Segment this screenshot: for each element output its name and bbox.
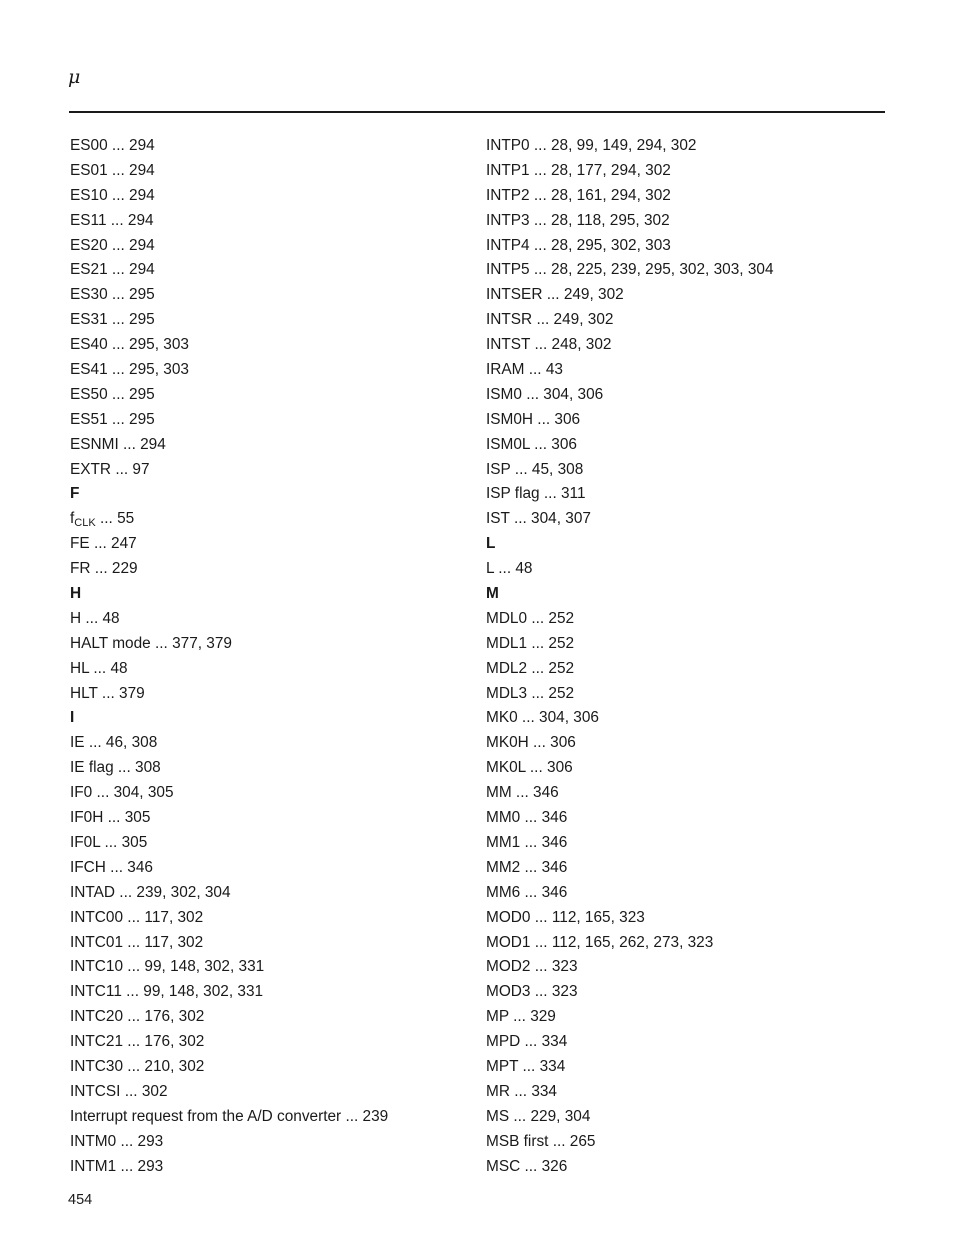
index-entry: [486, 458, 886, 483]
index-entry-text: INTCSI ... 302: [70, 1082, 168, 1100]
index-entry: [486, 184, 886, 209]
index-entry: [486, 333, 886, 358]
index-entry: [486, 906, 886, 931]
index-entry: [486, 1080, 886, 1105]
index-entry-text: IRAM ... 43: [486, 361, 563, 379]
index-entry: [486, 881, 886, 906]
index-entry-subscript: CLK: [74, 517, 96, 530]
index-entry: [70, 1080, 470, 1105]
index-entry-text: MS ... 229, 304: [486, 1107, 591, 1125]
index-entry: [70, 209, 470, 234]
index-entry-text: INTC11 ... 99, 148, 302, 331: [70, 983, 264, 1001]
index-entry-text: IF0H ... 305: [70, 809, 151, 827]
index-entry: [70, 831, 470, 856]
index-entry-text: INTM1 ... 293: [70, 1157, 164, 1175]
index-entry: [70, 234, 470, 259]
index-entry: [70, 458, 470, 483]
index-entry: [70, 632, 470, 657]
index-entry: [486, 433, 886, 458]
index-entry-text: ES41 ... 295, 303: [70, 361, 189, 379]
index-entry-text: INTC20 ... 176, 302: [70, 1008, 205, 1026]
index-entry-text: FR ... 229: [70, 560, 138, 578]
index-entry: [486, 134, 886, 159]
index-entry: [486, 706, 886, 731]
index-entry: [70, 134, 470, 159]
index-entry-text: ES00 ... 294: [70, 137, 155, 154]
index-entry-text: ISP flag ... 311: [486, 485, 586, 503]
index-entry: [486, 731, 886, 756]
header-rule: [69, 111, 885, 113]
index-entry-text: L ... 48: [486, 560, 533, 578]
index-entry-text: INTST ... 248, 302: [486, 336, 612, 354]
index-entry-text: ES11 ... 294: [70, 211, 154, 229]
page-number: 454: [68, 1192, 93, 1208]
index-entry-text: MDL3 ... 252: [486, 684, 575, 702]
index-entry-text: I: [70, 709, 75, 727]
index-entry-text: INTM0 ... 293: [70, 1132, 164, 1150]
index-entry: [70, 980, 470, 1005]
index-entry-text: INTP4 ... 28, 295, 302, 303: [486, 236, 671, 254]
index-entry-text: M: [486, 585, 499, 603]
index-entry-text: MM2 ... 346: [486, 858, 568, 876]
index-entry-text: IE ... 46, 308: [70, 734, 158, 752]
index-entry: [486, 1030, 886, 1055]
index-entry: [70, 731, 470, 756]
index-letter-heading: [486, 532, 886, 557]
index-entry: [70, 507, 470, 532]
index-entry: [486, 657, 886, 682]
index-entry: [486, 980, 886, 1005]
index-entry-text: IST ... 304, 307: [486, 510, 591, 528]
index-entry-text: MM1 ... 346: [486, 833, 568, 851]
index-entry-text: IFCH ... 346: [70, 858, 153, 876]
index-entry: [486, 557, 886, 582]
index-entry-text: ES50 ... 295: [70, 385, 155, 403]
index-entry-text: INTSER ... 249, 302: [486, 286, 624, 304]
index-entry-text: MP ... 329: [486, 1008, 556, 1026]
index-entry-text: MM ... 346: [486, 784, 559, 802]
index-entry: [70, 657, 470, 682]
index-entry: [486, 507, 886, 532]
index-entry-text: MDL1 ... 252: [486, 634, 575, 652]
index-column-right: [486, 134, 886, 1179]
index-entry: [486, 234, 886, 259]
index-entry: [70, 1055, 470, 1080]
index-entry-text: MPT ... 334: [486, 1057, 566, 1075]
index-entry: [70, 1030, 470, 1055]
index-entry: [70, 1130, 470, 1155]
index-entry-text: IE flag ... 308: [70, 759, 161, 777]
index-entry-text: FE ... 247: [70, 535, 137, 553]
index-entry-text: F: [70, 485, 80, 503]
index-entry: [486, 931, 886, 956]
index-entry-text: ISM0H ... 306: [486, 410, 581, 428]
index-entry: [70, 1005, 470, 1030]
index-column-left: [70, 134, 470, 1179]
index-entry: [70, 682, 470, 707]
index-entry-text: INTP0 ... 28, 99, 149, 294, 302: [486, 137, 697, 154]
index-entry-text: ISP ... 45, 308: [486, 460, 584, 478]
index-entry: [70, 1105, 470, 1130]
index-entry-text: INTC21 ... 176, 302: [70, 1033, 205, 1051]
index-entry-text: INTC30 ... 210, 302: [70, 1057, 205, 1075]
index-entry: [70, 557, 470, 582]
index-entry-text: HL ... 48: [70, 659, 128, 677]
index-entry: [70, 881, 470, 906]
index-entry-text: ESNMI ... 294: [70, 435, 166, 453]
index-entry: [486, 607, 886, 632]
index-entry: [70, 906, 470, 931]
index-entry-text: INTP2 ... 28, 161, 294, 302: [486, 186, 671, 204]
index-entry: [70, 931, 470, 956]
index-entry: [70, 806, 470, 831]
index-entry-text: INTP1 ... 28, 177, 294, 302: [486, 161, 671, 179]
index-entry: [486, 831, 886, 856]
index-entry-text: H ... 48: [70, 609, 120, 627]
index-entry: [486, 383, 886, 408]
index-entry: [486, 209, 886, 234]
index-entry: [486, 756, 886, 781]
index-entry-text: HLT ... 379: [70, 684, 145, 702]
index-entry: [70, 1155, 470, 1180]
index-entry: [70, 408, 470, 433]
index-entry-text: ISM0 ... 304, 306: [486, 385, 604, 403]
index-letter-heading: [486, 582, 886, 607]
index-entry-text: MOD3 ... 323: [486, 983, 578, 1001]
index-entry-text: ES01 ... 294: [70, 161, 155, 179]
index-entry: [486, 806, 886, 831]
index-entry: [70, 308, 470, 333]
index-entry: [486, 159, 886, 184]
index-entry-text: ISM0L ... 306: [486, 435, 577, 453]
index-entry-text: INTAD ... 239, 302, 304: [70, 883, 231, 901]
index-entry: [486, 1055, 886, 1080]
index-entry-text: INTC00 ... 117, 302: [70, 908, 204, 926]
index-entry-text: MM6 ... 346: [486, 883, 568, 901]
index-entry: [70, 184, 470, 209]
index-entry-text: H: [70, 585, 82, 603]
index-entry-text: INTC10 ... 99, 148, 302, 331: [70, 958, 265, 976]
index-entry: [486, 1130, 886, 1155]
index-entry: [486, 358, 886, 383]
index-entry-text: EXTR ... 97: [70, 460, 150, 478]
index-entry: [70, 383, 470, 408]
index-entry-text: Interrupt request from the A/D converter ... 239: [70, 1107, 389, 1125]
index-entry-text: MK0L ... 306: [486, 759, 573, 777]
index-entry-text: MSC ... 326: [486, 1157, 568, 1175]
index-entry-text: INTP5 ... 28, 225, 239, 295, 302, 303, 304: [486, 261, 774, 279]
index-entry-pages: ... 55: [95, 510, 135, 528]
index-entry: [486, 482, 886, 507]
index-entry-text: ES10 ... 294: [70, 186, 155, 204]
index-entry: [70, 159, 470, 184]
index-entry-text: HALT mode ... 377, 379: [70, 634, 232, 652]
index-entry-text: ES30 ... 295: [70, 286, 155, 304]
index-entry-text: MR ... 334: [486, 1082, 557, 1100]
index-entry: [70, 258, 470, 283]
index-letter-heading: [70, 482, 470, 507]
index-entry: [70, 955, 470, 980]
index-entry: [486, 1155, 886, 1180]
index-entry: [70, 333, 470, 358]
index-entry: [70, 856, 470, 881]
index-entry: [70, 358, 470, 383]
index-entry: [486, 283, 886, 308]
index-entry-text: IF0 ... 304, 305: [70, 784, 174, 802]
index-entry: [70, 283, 470, 308]
index-entry: [486, 1005, 886, 1030]
index-entry: [486, 682, 886, 707]
index-entry-text: MOD2 ... 323: [486, 958, 578, 976]
index-entry-text: IF0L ... 305: [70, 833, 148, 851]
index-letter-heading: [70, 706, 470, 731]
index-entry-text: MPD ... 334: [486, 1033, 568, 1051]
index-entry-text: MK0 ... 304, 306: [486, 709, 599, 727]
index-entry-text: INTC01 ... 117, 302: [70, 933, 204, 951]
index-entry: [70, 532, 470, 557]
index-entry-text: MSB first ... 265: [486, 1132, 596, 1150]
index-entry: [70, 781, 470, 806]
index-entry-text: ES31 ... 295: [70, 311, 155, 329]
index-entry: [486, 632, 886, 657]
index-entry-text: INTSR ... 249, 302: [486, 311, 614, 329]
header-mu-symbol: μ: [68, 66, 81, 88]
index-entry: [486, 258, 886, 283]
index-entry-text: MOD1 ... 112, 165, 262, 273, 323: [486, 933, 714, 951]
index-entry-text: INTP3 ... 28, 118, 295, 302: [486, 211, 670, 229]
index-entry-text: ES40 ... 295, 303: [70, 336, 189, 354]
index-letter-heading: [70, 582, 470, 607]
index-entry: [486, 308, 886, 333]
index-entry-text: L: [486, 535, 496, 553]
index-entry: [70, 756, 470, 781]
index-entry-text: MDL2 ... 252: [486, 659, 575, 677]
index-entry-text: f: [70, 510, 75, 528]
index-entry: [486, 1105, 886, 1130]
index-entry-text: ES21 ... 294: [70, 261, 155, 279]
index-entry: [486, 955, 886, 980]
index-entry-text: MOD0 ... 112, 165, 323: [486, 908, 645, 926]
index-entry: [486, 856, 886, 881]
index-entry-text: MK0H ... 306: [486, 734, 576, 752]
index-entry-text: ES20 ... 294: [70, 236, 155, 254]
index-entry-text: MM0 ... 346: [486, 809, 568, 827]
index-entry: [70, 433, 470, 458]
index-entry-text: ES51 ... 295: [70, 410, 155, 428]
index-entry-text: MDL0 ... 252: [486, 609, 575, 627]
index-entry: [486, 781, 886, 806]
index-entry: [486, 408, 886, 433]
index-entry: [70, 607, 470, 632]
